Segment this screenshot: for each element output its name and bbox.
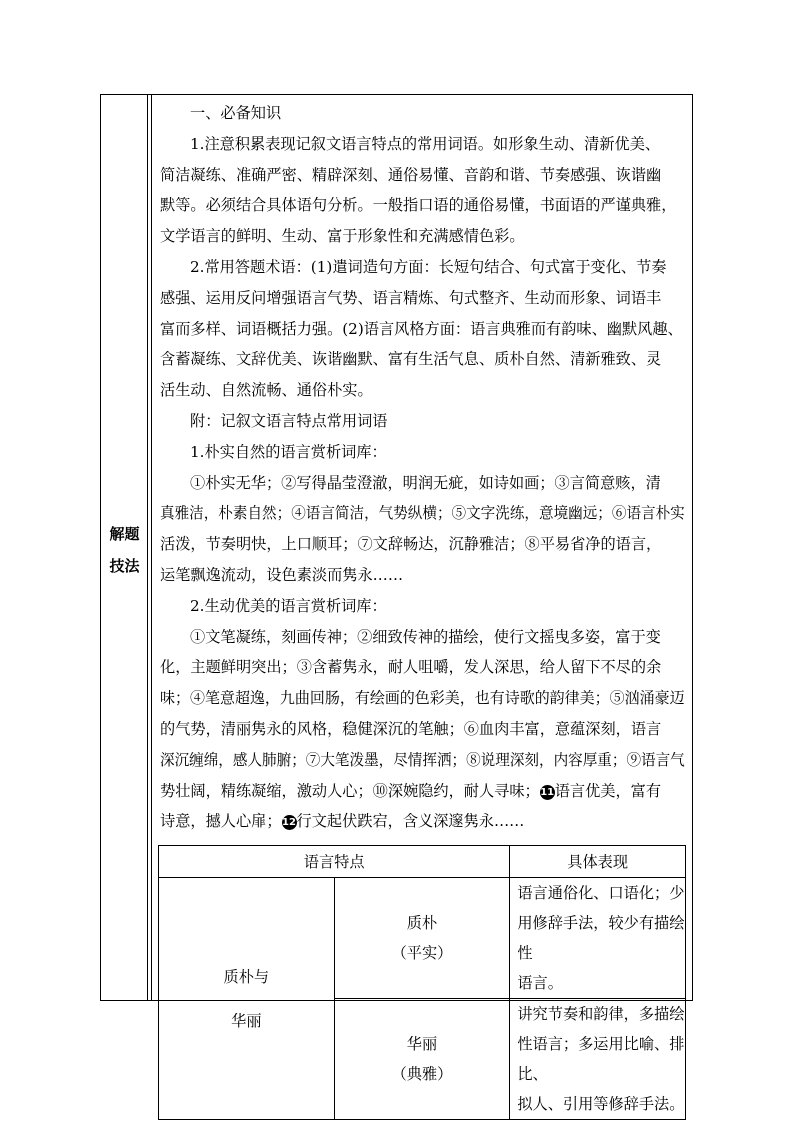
side-label-line-1: 解题 bbox=[109, 525, 140, 543]
text-line bbox=[160, 781, 661, 801]
table-header-detail: 具体表现 bbox=[510, 846, 686, 878]
text-line bbox=[160, 165, 661, 185]
text-line-content: 势壮阔，精练凝缩，激动人心；⑩深婉隐约，耐人寻味； bbox=[160, 781, 540, 800]
text-line-content: 诗意，撼人心扉； bbox=[160, 812, 282, 831]
text-line-content: 2.常用答题术语：(1)遣词造句方面：长短句结合、句式富于变化、节奏 bbox=[190, 258, 667, 276]
text-line-content: 活生动、自然流畅、通俗朴实。 bbox=[160, 381, 373, 400]
text-line-content: 深沉缠绵，感人肺腑；⑦大笔泼墨，尽情挥洒；⑧说理深刻，内容厚重；⑨语言气 bbox=[160, 750, 685, 769]
text-line-content: 的气势，清丽隽永的风格，稳健深沉的笔触；⑥血肉丰富，意蕴深刻，语言 bbox=[160, 720, 662, 738]
text-line bbox=[160, 226, 525, 246]
text-line-content: 附：记叙文语言特点常用词语 bbox=[190, 412, 388, 430]
text-line-content: 文学语言的鲜明、生动、富于形象性和充满感情色彩。 bbox=[160, 227, 525, 246]
content-body bbox=[160, 0, 690, 845]
table-header-feature: 语言特点 bbox=[159, 846, 510, 878]
text-line-content: 感强、运用反问增强语言气势、语言精炼、句式整齐、生动而形象、词语丰 bbox=[160, 288, 662, 307]
text-line bbox=[190, 257, 666, 277]
text-line bbox=[190, 596, 387, 616]
text-line-content: 运笔飘逸流动，设色素淡而隽永…… bbox=[160, 566, 403, 584]
text-line-content: 简洁凝练、准确严密、精辟深刻、通俗易懂、音韵和谐、节奏感强、诙谐幽 bbox=[160, 165, 662, 184]
text-line bbox=[190, 411, 387, 431]
text-line-content: 默等。必须结合具体语句分析。一般指口语的通俗易懂，书面语的严谨典雅， bbox=[160, 196, 677, 215]
text-line bbox=[160, 288, 661, 308]
circled-number-badge: 12 bbox=[282, 817, 296, 829]
language-feature-table bbox=[158, 845, 686, 1120]
text-line-continuation: 语言优美，富有 bbox=[554, 781, 661, 800]
text-line bbox=[160, 719, 661, 739]
circled-number-badge: 11 bbox=[540, 786, 555, 798]
text-line-content: 2.生动优美的语言赏析词库： bbox=[190, 596, 387, 615]
table-type-cell: 质朴 （平实） bbox=[334, 878, 510, 999]
text-line-content: 化，主题鲜明突出；③含蓄隽永，耐人咀嚼，发人深思，给人留下不尽的余 bbox=[160, 658, 662, 677]
text-line bbox=[160, 750, 685, 770]
text-line bbox=[160, 380, 373, 400]
text-line bbox=[160, 319, 683, 339]
text-line bbox=[160, 565, 403, 585]
text-line-content: 味；④笔意超逸，九曲回肠，有绘画的色彩美，也有诗歌的韵律美；⑤汹涌豪迈 bbox=[160, 689, 685, 708]
text-line bbox=[190, 103, 281, 123]
side-label-line-2: 技法 bbox=[109, 557, 140, 575]
text-line-content: 富而多样、词语概括力强。(2)语言风格方面：语言典雅而有韵味、幽默风趣、 bbox=[160, 319, 683, 338]
text-line-content: 含蓄凝练、文辞优美、诙谐幽默、富有生活气息、质朴自然、清新雅致、灵 bbox=[160, 350, 662, 369]
text-line bbox=[190, 473, 661, 493]
text-line-content: ①文笔凝练，刻画传神；②细致传神的描绘，使行文摇曳多姿，富于变 bbox=[190, 627, 661, 646]
text-line bbox=[190, 134, 660, 154]
side-label-column bbox=[101, 95, 148, 1000]
text-line-continuation: 行文起伏跌宕，含义深邃隽永…… bbox=[296, 812, 525, 831]
text-line bbox=[160, 688, 685, 708]
text-line-content: 真雅洁，朴素自然；④语言简洁，气势纵横；⑤文字洗练，意境幽远；⑥语言朴实 bbox=[160, 504, 685, 523]
text-line-content: ①朴实无华；②写得晶莹澄澈，明润无疵，如诗如画；③言简意赅，清 bbox=[190, 473, 661, 492]
table-group-label: 质朴与 华丽 bbox=[159, 878, 335, 1120]
text-line-content: 活泼，节奏明快，上口顺耳；⑦文辞畅达，沉静雅洁；⑧平易省净的语言， bbox=[160, 535, 662, 554]
text-line bbox=[160, 657, 661, 677]
text-line bbox=[190, 627, 661, 647]
text-line bbox=[160, 534, 661, 554]
table-desc-cell: 讲究节奏和韵律，多描绘性语言；多运用比喻、排比、 拟人、引用等修辞手法。 bbox=[510, 999, 686, 1120]
text-line-content: 一、必备知识 bbox=[190, 104, 282, 122]
text-line-content: 1.朴实自然的语言赏析词库： bbox=[190, 442, 387, 461]
text-line bbox=[160, 503, 685, 523]
text-line bbox=[160, 811, 524, 831]
text-line bbox=[190, 442, 387, 462]
text-line-content: 1.注意积累表现记叙文语言特点的常用词语。如形象生动、清新优美、 bbox=[190, 134, 661, 153]
text-line bbox=[160, 195, 676, 215]
column-divider bbox=[151, 95, 152, 1000]
table-desc-cell: 语言通俗化、口语化；少用修辞手法，较少有描绘性 语言。 bbox=[510, 878, 686, 999]
text-line bbox=[160, 349, 661, 369]
table-type-cell: 华丽 （典雅） bbox=[334, 999, 510, 1120]
